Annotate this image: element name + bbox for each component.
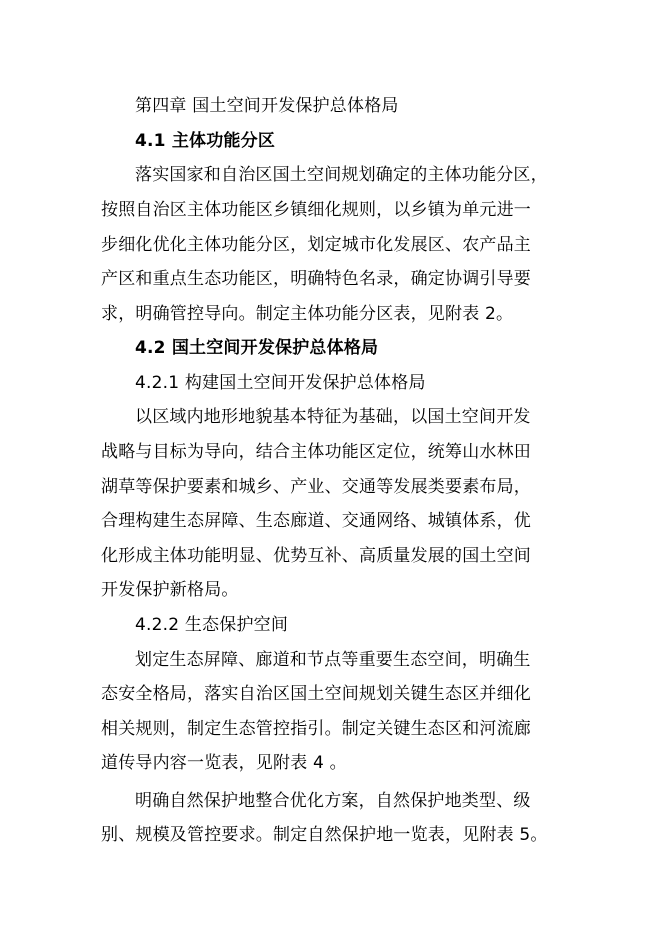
paragraph-line: 湖草等保护要素和城乡、产业、交通等发展类要素布局，	[101, 477, 531, 497]
paragraph-line: 战略与目标为导向，结合主体功能区定位，统筹山水林田	[101, 442, 531, 462]
section-heading-4-1: 4.1 主体功能分区	[135, 131, 276, 151]
paragraph-line: 态安全格局，落实自治区国土空间规划关键生态区并细化	[101, 684, 531, 704]
paragraph-line: 划定生态屏障、廊道和节点等重要生态空间，明确生	[135, 650, 531, 670]
paragraph-line: 化形成主体功能明显、优势互补、高质量发展的国土空间	[101, 546, 531, 566]
subsection-heading-4-2-1: 4.2.1 构建国土空间开发保护总体格局	[135, 373, 426, 393]
chapter-title: 第四章 国土空间开发保护总体格局	[135, 96, 399, 116]
paragraph-line: 步细化优化主体功能分区，划定城市化发展区、农产品主	[101, 235, 531, 255]
section-heading-4-2: 4.2 国土空间开发保护总体格局	[135, 338, 379, 358]
paragraph-line: 别、规模及管控要求。制定自然保护地一览表，见附表 5。	[101, 825, 548, 845]
paragraph-line: 相关规则，制定生态管控指引。制定关键生态区和河流廊	[101, 719, 531, 739]
paragraph-line: 开发保护新格局。	[101, 580, 239, 600]
paragraph-line: 按照自治区主体功能区乡镇细化规则，以乡镇为单元进一	[101, 200, 531, 220]
subsection-heading-4-2-2: 4.2.2 生态保护空间	[135, 615, 289, 635]
paragraph-line: 道传导内容一览表，见附表 4 。	[101, 753, 347, 773]
paragraph-line: 求，明确管控导向。制定主体功能分区表，见附表 2。	[101, 304, 514, 324]
paragraph-line: 产区和重点生态功能区，明确特色名录，确定协调引导要	[101, 269, 531, 289]
paragraph-line: 落实国家和自治区国土空间规划确定的主体功能分区，	[135, 165, 548, 185]
paragraph-line: 明确自然保护地整合优化方案，自然保护地类型、级	[135, 791, 531, 811]
paragraph-line: 以区域内地形地貌基本特征为基础，以国土空间开发	[135, 407, 531, 427]
paragraph-line: 合理构建生态屏障、生态廊道、交通网络、城镇体系，优	[101, 511, 531, 531]
